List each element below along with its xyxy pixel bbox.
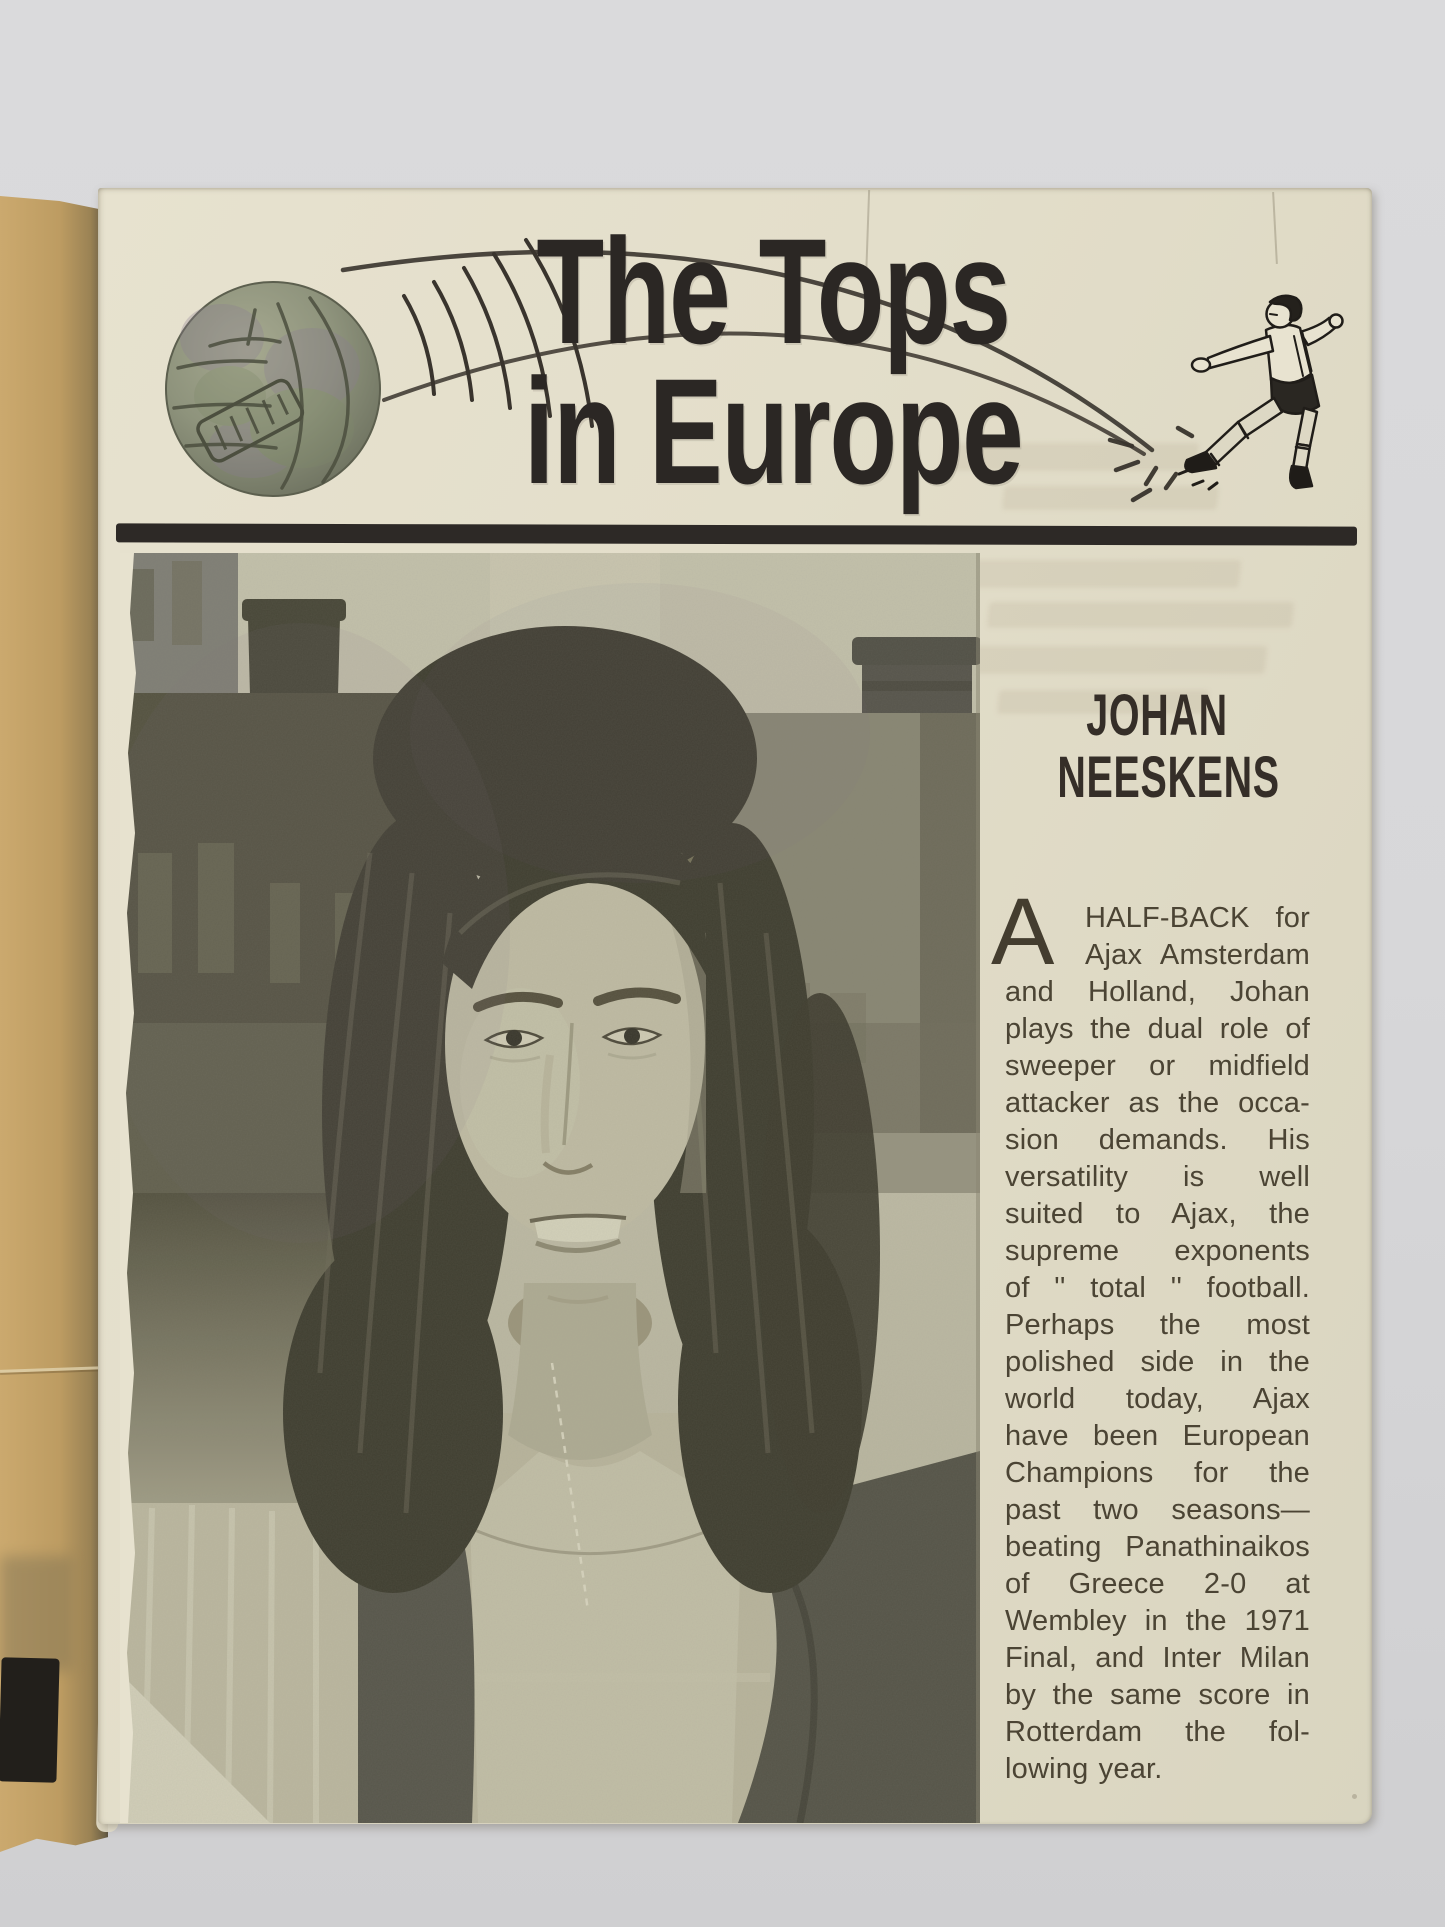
- backing-tear-crack: [0, 1366, 106, 1373]
- article-body-line: attacker as the occa-: [1005, 1087, 1310, 1119]
- article-body-line: have been European: [1005, 1420, 1310, 1452]
- article-heading-line-2: NEESKENS: [1057, 745, 1280, 810]
- article-body-line: past two seasons—: [1005, 1494, 1310, 1526]
- kicking-footballer-illustration: [1178, 288, 1348, 493]
- article-body-line: Ajax Amsterdam: [1085, 939, 1310, 971]
- article-body-line: of '' total '' football.: [1005, 1272, 1310, 1304]
- article-body-line: Champions for the: [1005, 1457, 1310, 1489]
- article-body-line: and Holland, Johan: [1005, 976, 1310, 1008]
- backing-shadow: [0, 1556, 72, 1671]
- article-body-line: lowing year.: [1005, 1753, 1163, 1785]
- article-body-line: beating Panathinaikos: [1005, 1531, 1310, 1563]
- article-body-line: HALF-BACK for: [1085, 902, 1310, 934]
- article-body-line: by the same score in: [1005, 1679, 1310, 1711]
- article-body-line: suited to Ajax, the: [1005, 1198, 1310, 1230]
- article-body-line: versatility is well: [1005, 1161, 1310, 1193]
- header-divider-rule: [116, 523, 1357, 545]
- bleed-through-text: [965, 646, 1268, 674]
- johan-neeskens-photo: [120, 553, 980, 1823]
- article-body-line: Perhaps the most: [1005, 1309, 1310, 1341]
- scrapbook-backing-page: [0, 196, 108, 1852]
- article-body-line: plays the dual role of: [1005, 1013, 1310, 1045]
- page-title-line-2: in Europe: [523, 347, 1023, 515]
- article-body-line: sion demands. His: [1005, 1124, 1310, 1156]
- drop-cap: A: [991, 879, 1055, 985]
- magazine-page: [98, 188, 1372, 1824]
- article-body-line: Wembley in the 1971: [1005, 1605, 1310, 1637]
- article-body-lines: [1005, 900, 1310, 1788]
- backing-black-mark: [0, 1657, 60, 1782]
- article-body-line: supreme exponents: [1005, 1235, 1310, 1267]
- page-smudge: [1352, 1794, 1357, 1799]
- article-column: [1005, 685, 1310, 809]
- article-body-line: sweeper or midfield: [1005, 1050, 1310, 1082]
- article-body-line: Final, and Inter Milan: [1005, 1642, 1310, 1674]
- article-heading-line-1: JOHAN: [1086, 683, 1229, 748]
- article-body-line: of Greece 2-0 at: [1005, 1568, 1310, 1600]
- page-title-line-1: The Tops: [536, 207, 1010, 375]
- football-illustration: [160, 276, 386, 502]
- article-body-line: world today, Ajax: [1005, 1383, 1310, 1415]
- bleed-through-text: [987, 602, 1295, 628]
- bleed-through-text: [969, 560, 1242, 588]
- article-body: [991, 879, 1310, 1788]
- article-body-line: polished side in the: [1005, 1346, 1310, 1378]
- article-body-line: Rotterdam the fol-: [1005, 1716, 1310, 1748]
